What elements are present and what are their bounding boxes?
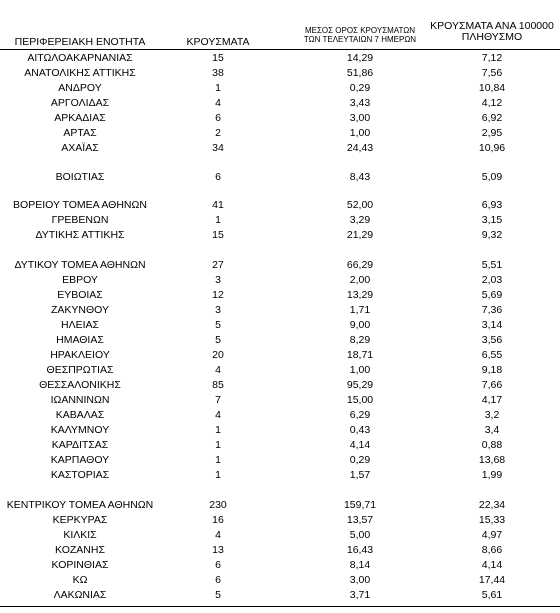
- cell-region: ΕΒΡΟΥ: [62, 274, 98, 286]
- cell-cases: 15: [212, 52, 224, 64]
- cell-cases: 85: [212, 379, 224, 391]
- cell-region: ΛΑΚΩΝΙΑΣ: [53, 589, 107, 601]
- cell-region: ΒΟΡΕΙΟΥ ΤΟΜΕΑ ΑΘΗΝΩΝ: [13, 199, 147, 211]
- table-row: [0, 543, 560, 558]
- table-row: [0, 318, 560, 333]
- cell-avg: 5,00: [349, 529, 371, 541]
- cell-cases: 2: [215, 127, 221, 139]
- cell-region: ΚΕΝΤΡΙΚΟΥ ΤΟΜΕΑ ΑΘΗΝΩΝ: [6, 499, 154, 511]
- table-row: [0, 363, 560, 378]
- cell-per100k: 9,18: [481, 364, 503, 376]
- cell-avg: 3,00: [349, 574, 371, 586]
- cell-region: ΚΑΡΔΙΤΣΑΣ: [51, 439, 109, 451]
- cell-region: ΚΑΡΠΑΘΟΥ: [50, 454, 110, 466]
- cell-region: ΚΩ: [72, 574, 88, 586]
- cell-region: ΙΩΑΝΝΙΝΩΝ: [50, 394, 110, 406]
- table-row: [0, 378, 560, 393]
- table-row: [0, 96, 560, 111]
- cell-per100k: 15,33: [478, 514, 506, 526]
- cell-region: ΚΟΖΑΝΗΣ: [55, 544, 105, 556]
- cell-cases: 20: [212, 349, 224, 361]
- cell-region: ΚΑΛΥΜΝΟΥ: [50, 424, 110, 436]
- header-avg-line2: ΤΩΝ ΤΕΛΕΥΤΑΙΩΝ 7 ΗΜΕΡΩΝ: [303, 35, 417, 44]
- cell-cases: 3: [215, 304, 221, 316]
- cell-per100k: 2,03: [481, 274, 503, 286]
- cell-avg: 159,71: [343, 499, 377, 511]
- cell-region: ΑΧΑΪΑΣ: [61, 142, 99, 154]
- cell-avg: 1,00: [349, 127, 371, 139]
- cell-cases: 5: [215, 319, 221, 331]
- cell-avg: 13,57: [346, 514, 374, 526]
- cell-cases: 230: [209, 499, 227, 511]
- cell-per100k: 4,12: [481, 97, 503, 109]
- cell-avg: 3,29: [349, 214, 371, 226]
- header-cases: ΚΡΟΥΣΜΑΤΑ: [186, 36, 250, 48]
- cell-per100k: 5,09: [481, 171, 503, 183]
- cell-per100k: 10,84: [478, 82, 506, 94]
- table-row: [0, 588, 560, 603]
- cell-cases: 6: [215, 574, 221, 586]
- table-row: [0, 258, 560, 273]
- table-row: [0, 348, 560, 363]
- cell-region: ΓΡΕΒΕΝΩΝ: [51, 214, 109, 226]
- cell-region: ΑΡΓΟΛΙΔΑΣ: [50, 97, 110, 109]
- cell-per100k: 8,66: [481, 544, 503, 556]
- table-row: [0, 453, 560, 468]
- cell-avg: 0,29: [349, 454, 371, 466]
- cell-cases: 5: [215, 589, 221, 601]
- cell-per100k: 13,68: [478, 454, 506, 466]
- cell-region: ΘΕΣΠΡΩΤΙΑΣ: [46, 364, 114, 376]
- table-row: [0, 111, 560, 126]
- cell-per100k: 7,66: [481, 379, 503, 391]
- cell-cases: 16: [212, 514, 224, 526]
- cell-region: ΑΝΑΤΟΛΙΚΗΣ ΑΤΤΙΚΗΣ: [24, 67, 136, 79]
- table-row: [0, 528, 560, 543]
- cell-per100k: 7,56: [481, 67, 503, 79]
- table-row: [0, 498, 560, 513]
- cell-per100k: 5,51: [481, 259, 503, 271]
- cell-cases: 34: [212, 142, 224, 154]
- table-row: [0, 573, 560, 588]
- cell-avg: 8,29: [349, 334, 371, 346]
- cell-cases: 1: [215, 82, 221, 94]
- table-row: [0, 303, 560, 318]
- cell-region: ΔΥΤΙΚΗΣ ΑΤΤΙΚΗΣ: [35, 229, 125, 241]
- cell-per100k: 3,15: [481, 214, 503, 226]
- cell-avg: 24,43: [346, 142, 374, 154]
- cell-per100k: 1,99: [481, 469, 503, 481]
- cell-region: ΚΑΣΤΟΡΙΑΣ: [50, 469, 110, 481]
- cell-per100k: 4,97: [481, 529, 503, 541]
- cell-avg: 18,71: [346, 349, 374, 361]
- table-row: [0, 198, 560, 213]
- cell-avg: 0,29: [349, 82, 371, 94]
- cell-per100k: 7,12: [481, 52, 503, 64]
- cell-region: ΑΙΤΩΛΟΑΚΑΡΝΑΝΙΑΣ: [27, 52, 133, 64]
- cell-cases: 13: [212, 544, 224, 556]
- cell-per100k: 5,69: [481, 289, 503, 301]
- cell-region: ΖΑΚΥΝΘΟΥ: [50, 304, 109, 316]
- cell-per100k: 22,34: [478, 499, 506, 511]
- table-row: [0, 558, 560, 573]
- cell-cases: 38: [212, 67, 224, 79]
- cell-avg: 3,71: [349, 589, 371, 601]
- cell-avg: 4,14: [349, 439, 371, 451]
- cell-region: ΗΛΕΙΑΣ: [60, 319, 99, 331]
- header-per100k-line2: ΠΛΗΘΥΣΜΟ: [461, 31, 523, 43]
- cell-cases: 15: [212, 229, 224, 241]
- cell-cases: 7: [215, 394, 221, 406]
- cell-avg: 51,86: [346, 67, 374, 79]
- table-row: [0, 213, 560, 228]
- cell-avg: 8,43: [349, 171, 371, 183]
- cell-cases: 6: [215, 559, 221, 571]
- cell-per100k: 17,44: [478, 574, 506, 586]
- cell-cases: 1: [215, 439, 221, 451]
- cell-per100k: 4,17: [481, 394, 503, 406]
- cell-avg: 3,43: [349, 97, 371, 109]
- cell-per100k: 3,56: [481, 334, 503, 346]
- cell-cases: 27: [212, 259, 224, 271]
- table-row: [0, 273, 560, 288]
- header-per100k-line1: ΚΡΟΥΣΜΑΤΑ ΑΝΑ 100000: [430, 20, 554, 32]
- cell-region: ΑΝΔΡΟΥ: [58, 82, 102, 94]
- cell-per100k: 3,14: [481, 319, 503, 331]
- cell-cases: 12: [212, 289, 224, 301]
- cell-avg: 8,14: [349, 559, 371, 571]
- cell-region: ΒΟΙΩΤΙΑΣ: [55, 171, 105, 183]
- cell-avg: 3,00: [349, 112, 371, 124]
- cell-avg: 1,71: [349, 304, 371, 316]
- header-region: ΠΕΡΙΦΕΡΕΙΑΚΗ ΕΝΟΤΗΤΑ: [14, 36, 146, 48]
- cell-avg: 2,00: [349, 274, 371, 286]
- cell-avg: 13,29: [346, 289, 374, 301]
- cell-avg: 95,29: [346, 379, 374, 391]
- cell-region: ΑΡΚΑΔΙΑΣ: [54, 112, 106, 124]
- cell-cases: 1: [215, 424, 221, 436]
- cell-avg: 21,29: [346, 229, 374, 241]
- cell-per100k: 0,88: [481, 439, 503, 451]
- table-row: [0, 468, 560, 483]
- cell-avg: 1,57: [349, 469, 371, 481]
- cell-region: ΕΥΒΟΙΑΣ: [57, 289, 103, 301]
- cell-avg: 66,29: [346, 259, 374, 271]
- cell-region: ΚΙΛΚΙΣ: [63, 529, 97, 541]
- cell-region: ΔΥΤΙΚΟΥ ΤΟΜΕΑ ΑΘΗΝΩΝ: [14, 259, 146, 271]
- table-row: [0, 81, 560, 96]
- header-avg-line1: ΜΕΣΟΣ ΟΡΟΣ ΚΡΟΥΣΜΑΤΩΝ: [304, 26, 416, 35]
- table-row: [0, 141, 560, 156]
- table-row: [0, 51, 560, 66]
- cell-avg: 6,29: [349, 409, 371, 421]
- cell-per100k: 3,2: [484, 409, 500, 421]
- cell-cases: 4: [215, 97, 221, 109]
- table-row: [0, 288, 560, 303]
- cell-cases: 1: [215, 214, 221, 226]
- cell-region: ΚΕΡΚΥΡΑΣ: [52, 514, 108, 526]
- header-avg: [290, 26, 430, 44]
- cell-per100k: 5,61: [481, 589, 503, 601]
- table-row: [0, 333, 560, 348]
- table-row: [0, 170, 560, 185]
- cell-cases: 5: [215, 334, 221, 346]
- cell-per100k: 4,14: [481, 559, 503, 571]
- cell-cases: 41: [212, 199, 224, 211]
- table-row: [0, 66, 560, 81]
- cell-cases: 1: [215, 469, 221, 481]
- cell-avg: 1,00: [349, 364, 371, 376]
- table-row: [0, 513, 560, 528]
- table-row: [0, 126, 560, 141]
- table-row: [0, 423, 560, 438]
- cell-avg: 16,43: [346, 544, 374, 556]
- cell-per100k: 3,4: [484, 424, 500, 436]
- cell-per100k: 7,36: [481, 304, 503, 316]
- cell-region: ΚΑΒΑΛΑΣ: [55, 409, 105, 421]
- cell-per100k: 6,55: [481, 349, 503, 361]
- table-bottom-rule: [0, 606, 560, 607]
- cell-region: ΚΟΡΙΝΘΙΑΣ: [51, 559, 109, 571]
- cell-cases: 4: [215, 529, 221, 541]
- cell-avg: 0,43: [349, 424, 371, 436]
- header-per100k: [424, 21, 560, 43]
- cell-region: ΑΡΤΑΣ: [63, 127, 97, 139]
- cell-region: ΘΕΣΣΑΛΟΝΙΚΗΣ: [39, 379, 121, 391]
- cell-cases: 4: [215, 409, 221, 421]
- cell-per100k: 10,96: [478, 142, 506, 154]
- cell-avg: 15,00: [346, 394, 374, 406]
- cell-avg: 9,00: [349, 319, 371, 331]
- table-row: [0, 393, 560, 408]
- cell-cases: 6: [215, 171, 221, 183]
- cell-per100k: 2,95: [481, 127, 503, 139]
- cell-region: ΗΜΑΘΙΑΣ: [56, 334, 104, 346]
- cell-per100k: 6,92: [481, 112, 503, 124]
- cell-avg: 52,00: [346, 199, 374, 211]
- cell-cases: 3: [215, 274, 221, 286]
- cell-per100k: 9,32: [481, 229, 503, 241]
- table-row: [0, 408, 560, 423]
- cell-cases: 1: [215, 454, 221, 466]
- cell-cases: 4: [215, 364, 221, 376]
- table-row: [0, 228, 560, 243]
- header-divider: [0, 49, 560, 50]
- cell-per100k: 6,93: [481, 199, 503, 211]
- cell-cases: 6: [215, 112, 221, 124]
- cell-avg: 14,29: [346, 52, 374, 64]
- table-row: [0, 438, 560, 453]
- cell-region: ΗΡΑΚΛΕΙΟΥ: [50, 349, 110, 361]
